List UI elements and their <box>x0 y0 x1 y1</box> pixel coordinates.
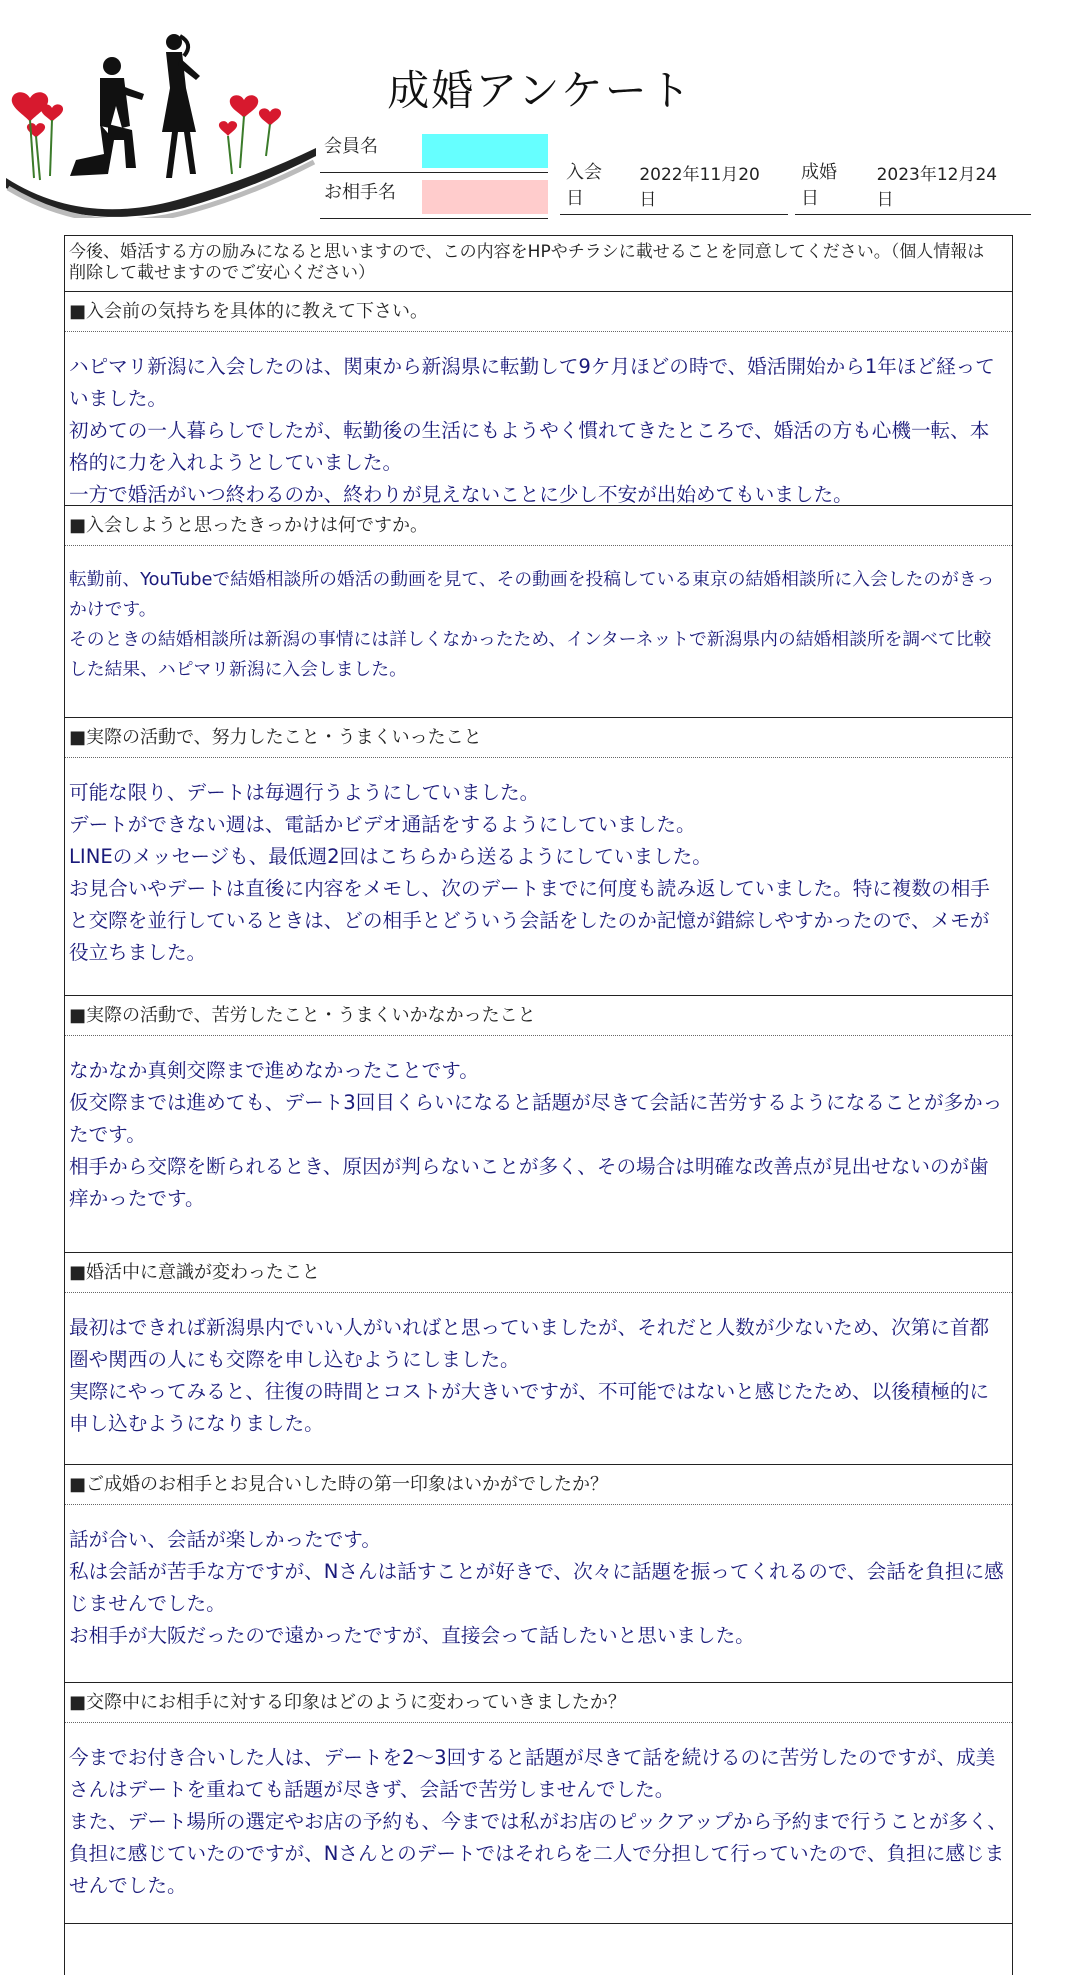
join-date-field <box>560 162 788 215</box>
answer-text <box>65 1505 1012 1652</box>
answer-text <box>65 1293 1012 1440</box>
answer-paragraph: 私は会話が苦手な方ですが、Nさんは話すことが好きで、次々に話題を振ってくれるので、会話を負担に感じませんでした。 <box>69 1560 1004 1615</box>
answer-text <box>65 1723 1012 1902</box>
answer-paragraph: ハピマリ新潟に入会したのは、関東から新潟県に転勤して9ケ月ほどの時で、婚活開始から1年ほど経っていました。 <box>69 355 995 410</box>
answer-paragraph: なかなか真剣交際まで進めなかったことです。 <box>69 1059 479 1082</box>
answer-paragraph: 今までお付き合いした人は、デートを2～3回すると話題が尽きて話を続けるのに苦労したのですが、成美さんはデートを重ねても話題が尽きず、会話で苦労しませんでした。 <box>69 1746 996 1801</box>
question-block <box>65 996 1012 1253</box>
marriage-date-value: 2023年12月24日 <box>876 165 998 210</box>
marriage-date-field <box>795 162 1031 215</box>
answer-paragraph: 相手から交際を断られるとき、原因が判らないことが多く、その場合は明確な改善点が見出せないのが歯痒かったです。 <box>69 1155 989 1210</box>
questionnaire-sheet <box>64 235 1013 1975</box>
answer-paragraph: 初めての一人暮らしでしたが、転勤後の生活にもようやく慣れてきたところで、婚活の方も心機一転、本格的に力を入れようとしていました。 <box>69 419 990 474</box>
question-block <box>65 506 1012 718</box>
answer-paragraph: LINEのメッセージも、最低週2回はこちらから送るようにしていました。 <box>69 845 712 868</box>
answer-paragraph: 最初はできれば新潟県内でいい人がいればと思っていましたが、それだと人数が少ないため、次第に首都圏や関西の人にも交際を申し込むようにしました。 <box>69 1316 990 1371</box>
answer-text <box>65 758 1012 969</box>
answer-text <box>65 1036 1012 1215</box>
question-heading: ■ご成婚のお相手とお見合いした時の第一印象はいかがでしたか？ <box>65 1465 1012 1505</box>
answer-text <box>65 546 1012 685</box>
marriage-date-label: 成婚日 <box>801 162 837 209</box>
join-date-label: 入会日 <box>566 162 602 209</box>
question-heading: ■実際の活動で、苦労したこと・うまくいかなかったこと <box>65 996 1012 1036</box>
question-block <box>65 1683 1012 1924</box>
member-name-label: 会員名 <box>324 136 378 157</box>
answer-paragraph: 可能な限り、デートは毎週行うようにしていました。 <box>69 781 540 804</box>
question-block <box>65 292 1012 506</box>
join-date-value: 2022年11月20日 <box>639 165 760 210</box>
answer-paragraph: 話が合い、会話が楽しかったです。 <box>69 1528 381 1551</box>
member-name-field <box>320 132 548 173</box>
question-block <box>65 1253 1012 1465</box>
answer-paragraph: 実際にやってみると、往復の時間とコストが大きいですが、不可能ではないと感じたため、以後積極的に申し込むようになりました。 <box>69 1380 990 1435</box>
partner-name-box[interactable] <box>422 180 548 214</box>
question-heading: ■入会しようと思ったきっかけは何ですか。 <box>65 506 1012 546</box>
answer-paragraph: 一方で婚活がいつ終わるのか、終わりが見えないことに少し不安が出始めてもいました。 <box>69 483 853 506</box>
answer-paragraph: お相手が大阪だったので遠かったですが、直接会って話したいと思いました。 <box>69 1624 755 1647</box>
consent-notice: 今後、婚活する方の励みになると思いますので、この内容をHPやチラシに載せることを同意してください。（個人情報は削除して載せますのでご安心ください） <box>65 236 1012 292</box>
proposal-illustration <box>4 28 316 218</box>
question-heading: ■婚活中に意識が変わったこと <box>65 1253 1012 1293</box>
page-title: 成婚アンケート <box>387 66 693 115</box>
question-block <box>65 718 1012 996</box>
document-header <box>0 0 1078 235</box>
answer-paragraph: お見合いやデートは直後に内容をメモし、次のデートまでに何度も読み返していました。特に複数の相手と交際を並行しているときは、どの相手とどういう会話をしたのか記憶が錯綜しやすかったので、メモが役立ちました。 <box>69 877 990 964</box>
answer-paragraph: また、デート場所の選定やお店の予約も、今までは私がお店のピックアップから予約まで行うことが多く、負担に感じていたのですが、Nさんとのデートではそれらを二人で分担して行っていたので、負担に感じませんでした。 <box>69 1810 1007 1897</box>
question-block <box>65 1465 1012 1683</box>
answer-paragraph: 転勤前、YouTubeで結婚相談所の婚活の動画を見て、その動画を投稿している東京の結婚相談所に入会したのがきっかけです。 <box>69 569 995 620</box>
question-heading: ■実際の活動で、努力したこと・うまくいったこと <box>65 718 1012 758</box>
partner-name-field <box>320 178 548 219</box>
answer-paragraph: そのときの結婚相談所は新潟の事情には詳しくなかったため、インターネットで新潟県内の結婚相談所を調べて比較した結果、ハピマリ新潟に入会しました。 <box>69 629 992 680</box>
partner-name-label: お相手名 <box>324 182 396 203</box>
answer-paragraph: デートができない週は、電話かビデオ通話をするようにしていました。 <box>69 813 696 836</box>
answer-text <box>65 332 1012 511</box>
member-name-box[interactable] <box>422 134 548 168</box>
question-heading: ■入会前の気持ちを具体的に教えて下さい。 <box>65 292 1012 332</box>
question-heading: ■交際中にお相手に対する印象はどのように変わっていきましたか？ <box>65 1683 1012 1723</box>
answer-paragraph: 仮交際までは進めても、デート3回目くらいになると話題が尽きて会話に苦労するようになることが多かったです。 <box>69 1091 1003 1146</box>
